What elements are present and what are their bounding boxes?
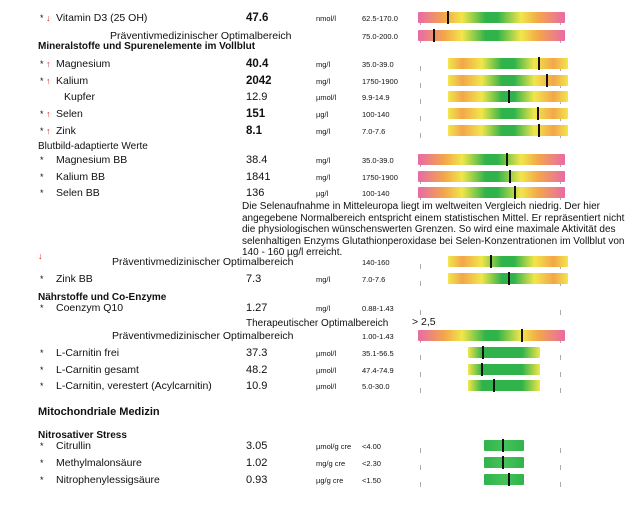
row-range: 5.0-30.0 <box>362 382 390 391</box>
row-unit: mg/l <box>316 156 331 165</box>
range-bar <box>418 171 565 182</box>
baseline-tick <box>420 83 421 88</box>
range-bar <box>484 474 524 485</box>
row-value: 7.3 <box>246 273 262 285</box>
row-unit: mg/l <box>316 60 331 69</box>
row-range: 100-140 <box>362 189 390 198</box>
row-range: <2.30 <box>362 459 381 468</box>
baseline-tick <box>560 448 561 453</box>
range-bar <box>448 58 568 69</box>
baseline-tick <box>560 372 561 377</box>
range-bar <box>448 108 568 119</box>
baseline-tick <box>420 66 421 71</box>
row-name: Nitrophenylessigsäure <box>56 474 160 486</box>
row-range: 35.0-39.0 <box>362 156 394 165</box>
row-value: 1.27 <box>246 302 268 314</box>
row-name: Methylmalonsäure <box>56 457 142 469</box>
asterisk-mark: * <box>40 76 44 86</box>
row-value: 48.2 <box>246 364 268 376</box>
section-blutbild: Blutbild-adaptierte Werte <box>38 141 148 152</box>
baseline-tick <box>420 310 421 315</box>
row-value: 136 <box>246 187 265 199</box>
arrow-up-icon: ↑ <box>46 59 51 69</box>
row-name: Coenzym Q10 <box>56 302 124 314</box>
row-value: 3.05 <box>246 440 268 452</box>
row-name: Selen BB <box>56 187 100 199</box>
row-range: 1750-1900 <box>362 77 398 86</box>
arrow-up-icon: ↑ <box>46 109 51 119</box>
row-value: 2042 <box>246 75 272 87</box>
therapeutic-value: > 2,5 <box>412 316 436 328</box>
row-unit: mg/l <box>316 77 331 86</box>
baseline-tick <box>420 465 421 470</box>
row-range: <4.00 <box>362 442 381 451</box>
value-indicator <box>514 186 516 199</box>
range-bar <box>468 347 540 358</box>
row-value: 1841 <box>246 171 271 183</box>
row-range: 0.88-1.43 <box>362 304 394 313</box>
row-range: 1750-1900 <box>362 173 398 182</box>
asterisk-mark: * <box>40 13 44 23</box>
row-unit: mg/l <box>316 127 331 136</box>
therapeutic-label: Therapeutischer Optimalbereich <box>246 318 389 329</box>
value-indicator <box>509 170 511 183</box>
asterisk-mark: * <box>40 303 44 313</box>
value-indicator <box>506 153 508 166</box>
row-name: Magnesium BB <box>56 154 128 166</box>
row-unit: mg/l <box>316 304 331 313</box>
row-name: Kalium BB <box>56 171 106 183</box>
asterisk-mark: * <box>40 188 44 198</box>
asterisk-mark: * <box>40 109 44 119</box>
range-bar <box>484 457 524 468</box>
range-bar <box>418 154 565 165</box>
asterisk-mark: * <box>40 155 44 165</box>
row-name: Präventivmedizinischer Optimalbereich <box>110 30 292 42</box>
row-name: L-Carnitin gesamt <box>56 364 139 376</box>
row-unit: µmol/l <box>316 349 337 358</box>
row-range: 62.5-170.0 <box>362 14 398 23</box>
baseline-tick <box>420 355 421 360</box>
value-indicator <box>493 379 495 392</box>
value-indicator <box>502 439 504 452</box>
row-range: 7.0-7.6 <box>362 127 386 136</box>
range-bar <box>468 364 540 375</box>
baseline-tick <box>420 116 421 121</box>
asterisk-mark: * <box>40 441 44 451</box>
value-indicator <box>490 255 492 268</box>
range-bar <box>448 273 568 284</box>
row-unit: mg/l <box>316 173 331 182</box>
row-range: 140-160 <box>362 258 390 267</box>
baseline-tick <box>420 448 421 453</box>
value-indicator <box>538 57 540 70</box>
row-name: Selen <box>56 108 83 120</box>
arrow-up-icon: ↑ <box>46 126 51 136</box>
range-bar <box>418 187 565 198</box>
row-range: 100-140 <box>362 110 390 119</box>
arrow-down-icon: ↓ <box>46 13 51 23</box>
asterisk-mark: * <box>40 172 44 182</box>
row-value: 37.3 <box>246 347 268 359</box>
row-range: 47.4-74.9 <box>362 366 394 375</box>
row-name: Vitamin D3 (25 OH) <box>56 12 148 24</box>
value-indicator <box>508 473 510 486</box>
range-bar <box>484 440 524 451</box>
row-value: 8.1 <box>246 125 262 137</box>
row-name: Zink BB <box>56 273 93 285</box>
range-bar <box>448 91 568 102</box>
range-bar <box>418 30 565 41</box>
row-value: 1.02 <box>246 457 268 469</box>
row-unit: µmol/g cre <box>316 442 352 451</box>
row-unit: µmol/l <box>316 382 337 391</box>
row-value: 38.4 <box>246 154 268 166</box>
row-unit: µg/l <box>316 189 329 198</box>
row-unit: mg/g cre <box>316 459 346 468</box>
row-name: Kupfer <box>64 91 95 103</box>
section-mito: Mitochondriale Medizin <box>38 406 160 418</box>
row-name: Präventivmedizinischer Optimalbereich <box>112 330 294 342</box>
row-name: L-Carnitin frei <box>56 347 120 359</box>
arrow-up-icon: ↑ <box>46 76 51 86</box>
row-range: 7.0-7.6 <box>362 275 386 284</box>
value-indicator <box>537 107 539 120</box>
row-range: 35.0-39.0 <box>362 60 394 69</box>
baseline-tick <box>420 133 421 138</box>
row-name: Präventivmedizinischer Optimalbereich <box>112 256 294 268</box>
asterisk-mark: * <box>40 126 44 136</box>
baseline-tick <box>420 372 421 377</box>
value-indicator <box>502 456 504 469</box>
value-indicator <box>482 346 484 359</box>
row-name: Citrullin <box>56 440 92 452</box>
value-indicator <box>546 74 548 87</box>
asterisk-mark: * <box>40 59 44 69</box>
baseline-tick <box>560 465 561 470</box>
baseline-tick <box>420 264 421 269</box>
baseline-tick <box>560 388 561 393</box>
section-naehr: Nährstoffe und Co-Enzyme <box>38 292 167 303</box>
asterisk-mark: * <box>40 458 44 468</box>
row-value: 40.4 <box>246 58 269 70</box>
baseline-tick <box>420 99 421 104</box>
range-bar <box>418 12 565 23</box>
row-name: L-Carnitin, verestert (Acylcarnitin) <box>56 380 212 392</box>
row-name: Zink <box>56 125 76 137</box>
asterisk-mark: * <box>40 348 44 358</box>
selen-note: Die Selenaufnahme in Mitteleuropa liegt im weltweiten Vergleich niedrig. Der hier angegebene Normalbereich entspricht einem statistischen Mittel. Er repräsentiert nicht die physiologischen wünschenswerten Grenzen. So wird eine maximale Aktivität des selenhaltigen Enzyms Glutathionperoxidase bei Selen-Konzentrationen im Vollblut von 140 - 160 µg/l erreicht. <box>242 201 625 258</box>
asterisk-mark: * <box>40 365 44 375</box>
row-range: <1.50 <box>362 476 381 485</box>
baseline-tick <box>420 281 421 286</box>
row-value: 10.9 <box>246 380 268 392</box>
baseline-tick <box>420 388 421 393</box>
value-indicator <box>447 11 449 24</box>
row-value: 47.6 <box>246 12 269 24</box>
row-range: 9.9-14.9 <box>362 93 390 102</box>
asterisk-mark: * <box>40 274 44 284</box>
row-value: 0.93 <box>246 474 268 486</box>
value-indicator <box>481 363 483 376</box>
value-indicator <box>521 329 523 342</box>
section-mineral: Mineralstoffe und Spurenelemente im Vollblut <box>38 41 256 52</box>
row-range: 35.1-56.5 <box>362 349 394 358</box>
row-name: Kalium <box>56 75 89 87</box>
range-bar <box>448 256 568 267</box>
row-unit: µg/l <box>316 110 329 119</box>
row-name: Magnesium <box>56 58 111 70</box>
value-indicator <box>433 29 435 42</box>
row-range: 1.00-1.43 <box>362 332 394 341</box>
row-unit: nmol/l <box>316 14 337 23</box>
row-unit: µg/g cre <box>316 476 344 485</box>
asterisk-mark: * <box>40 381 44 391</box>
row-unit: µmol/l <box>316 366 337 375</box>
baseline-tick <box>420 482 421 487</box>
baseline-tick <box>560 310 561 315</box>
row-unit: mg/l <box>316 275 331 284</box>
section-nitro: Nitrosativer Stress <box>38 430 127 441</box>
range-bar <box>468 380 540 391</box>
baseline-tick <box>560 355 561 360</box>
row-value: 12.9 <box>246 91 268 103</box>
arrow-down-icon: ↓ <box>38 251 43 261</box>
row-unit: µmol/l <box>316 93 337 102</box>
row-value: 151 <box>246 108 266 120</box>
asterisk-mark: * <box>40 475 44 485</box>
range-bar <box>448 75 568 86</box>
row-range: 75.0-200.0 <box>362 32 398 41</box>
range-bar <box>448 125 568 136</box>
value-indicator <box>538 124 540 137</box>
range-bar <box>418 330 565 341</box>
baseline-tick <box>560 482 561 487</box>
value-indicator <box>508 272 510 285</box>
value-indicator <box>508 90 510 103</box>
